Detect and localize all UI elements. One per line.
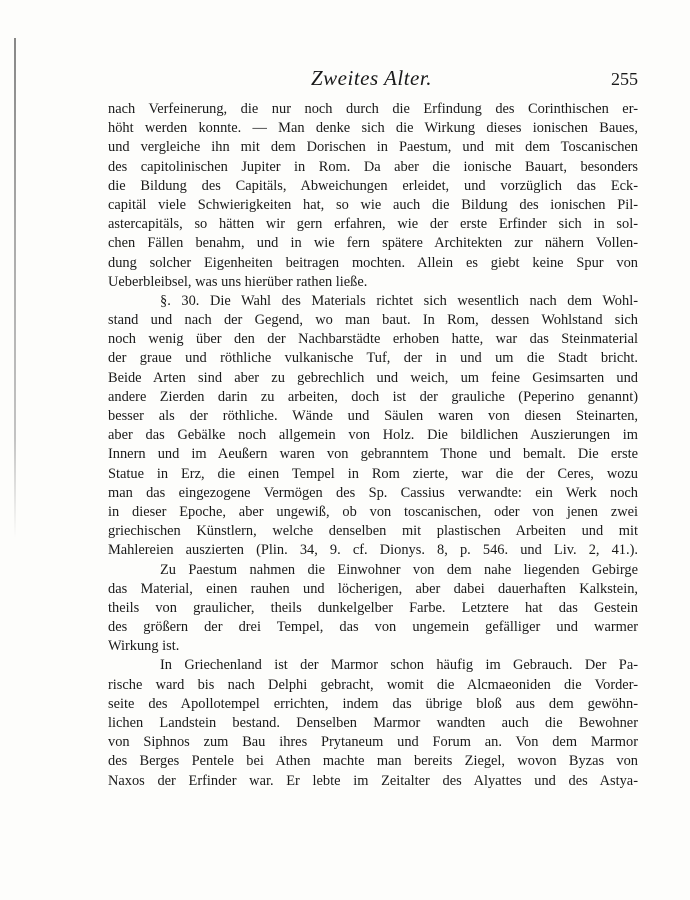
- text-line: [108, 714, 638, 733]
- text-line: [108, 369, 638, 388]
- text-line-content: man das eingezogene Vermögen des Sp. Cassius verwandte: ein Werk noch: [108, 484, 638, 501]
- text-line-content: andere Zierden darin zu arbeiten, doch ist der grauliche (Peperino genannt): [108, 388, 638, 405]
- text-line: [108, 349, 638, 368]
- text-line-content: nach Verfeinerung, die nur noch durch die Erfindung des Corinthischen er-: [108, 101, 638, 117]
- text-line-content: dung solcher Eigenheiten beitragen mochten. Allein es giebt keine Spur von: [108, 254, 638, 271]
- text-line: [108, 580, 638, 599]
- text-line: [108, 292, 638, 311]
- page-header: [108, 66, 638, 94]
- text-line-content: des capitolinischen Jupiter in Rom. Da aber die ionische Bauart, besonders: [108, 158, 638, 175]
- text-line-content: die Bildung des Capitäls, Abweichungen erleidet, und vorzüglich das Eck-: [108, 177, 638, 194]
- text-line: [108, 445, 638, 464]
- text-line-content: stand und nach der Gegend, wo man baut. In Rom, dessen Wohlstand sich: [108, 312, 638, 329]
- text-line: [108, 311, 638, 330]
- text-line-content: §. 30. Die Wahl des Materials richtet sich wesentlich nach dem Wohl-: [160, 292, 638, 309]
- text-line: [108, 177, 638, 196]
- text-line: [108, 503, 638, 522]
- text-line-content: und vergleiche ihn mit dem Dorischen in Paestum, und mit dem Toscanischen: [108, 139, 638, 156]
- text-line: [108, 234, 638, 253]
- text-line-content: Beide Arten sind aber zu gebrechlich und weich, um feine Gesimsarten und: [108, 369, 638, 386]
- text-line-content: astercapitäls, so hätten wir gern erfahren, wie der erste Erfinder sich in sol-: [108, 216, 638, 233]
- text-line-content: in dieser Epoche, aber ungewiß, ob von toscanischen, oder von jenen zwei: [108, 503, 638, 520]
- text-line: [108, 138, 638, 157]
- text-line: [108, 637, 638, 656]
- text-line: [108, 599, 638, 618]
- text-line-content: Wirkung ist.: [108, 638, 180, 655]
- text-line-content: von Siphnos zum Bau ihres Prytaneum und Forum an. Von dem Marmor: [108, 734, 638, 751]
- page-number: 255: [611, 69, 638, 89]
- text-line-content: rische ward bis nach Delphi gebracht, womit die Alcmaeoniden die Vorder-: [108, 676, 638, 693]
- text-line-content: In Griechenland ist der Marmor schon häufig im Gebrauch. Der Pa-: [160, 657, 638, 674]
- text-line: [108, 522, 638, 541]
- text-line-content: höht werden konnte. — Man denke sich die Wirkung dieses ionischen Baues,: [108, 120, 638, 137]
- text-line-content: seite des Apollotempel errichten, indem das übrige bloß aus dem gewöhn-: [108, 695, 638, 712]
- scan-edge-line: [14, 38, 16, 538]
- text-line-content: des größern der drei Tempel, das von ungemein gefälliger und warmer: [108, 619, 638, 636]
- text-line-content: der graue und röthliche vulkanische Tuf, der in und um die Stadt bricht.: [108, 350, 638, 367]
- text-line: [108, 254, 638, 273]
- text-line: [108, 158, 638, 177]
- text-line-content: Zu Paestum nahmen die Einwohner von dem nahe liegenden Gebirge: [160, 561, 638, 578]
- text-line: [108, 772, 638, 791]
- text-line-content: lichen Landstein bestand. Denselben Marmor wandten auch die Bewohner: [108, 715, 638, 731]
- text-line: [108, 733, 638, 752]
- text-line: [108, 656, 638, 675]
- text-line: [108, 426, 638, 445]
- text-line-content: des Berges Pentele bei Athen machte man bereits Ziegel, wovon Byzas von: [108, 753, 638, 770]
- text-line: [108, 196, 638, 215]
- text-line-content: griechischen Künstlern, welche denselben mit plastischen Arbeiten und mit: [108, 523, 638, 540]
- text-line-content: besser als der röthliche. Wände und Säulen waren von diesen Steinarten,: [108, 408, 638, 424]
- text-line-content: chen Fällen benahm, und in wie fern spätere Architekten zur nähern Vollen-: [108, 235, 638, 252]
- text-line: [108, 407, 638, 426]
- text-line: [108, 752, 638, 771]
- text-line-content: das Material, einen rauhen und löcherigen, aber dabei dauerhaften Kalkstein,: [108, 580, 638, 597]
- text-line-content: Statue in Erz, die einen Tempel in Rom zierte, war die der Ceres, wozu: [108, 465, 638, 482]
- text-line-content: theils von graulicher, theils dunkelgelber Farbe. Letztere hat das Gestein: [108, 599, 638, 616]
- text-line-content: capitäl viele Schwierigkeiten hat, so wie auch die Bildung des ionischen Pil-: [108, 196, 638, 213]
- text-line-content: Ueberbleibsel, was uns hierüber rathen ließe.: [108, 273, 368, 290]
- text-line: [108, 618, 638, 637]
- text-line: [108, 273, 638, 292]
- text-line: [108, 541, 638, 560]
- text-line: [108, 388, 638, 407]
- text-line-content: Innern und im Aeußern waren von gebranntem Thone und bemalt. Die erste: [108, 446, 638, 463]
- text-line-content: Naxos der Erfinder war. Er lebte im Zeitalter des Alyattes und des Astya-: [108, 772, 638, 789]
- text-line: [108, 484, 638, 503]
- text-line: [108, 119, 638, 138]
- text-line: [108, 465, 638, 484]
- text-line: [108, 695, 638, 714]
- text-line: [108, 561, 638, 580]
- running-title: Zweites Alter.: [311, 66, 432, 90]
- text-line: [108, 100, 638, 119]
- text-line: [108, 676, 638, 695]
- text-line-content: Mahlereien auszierten (Plin. 34, 9. cf. Dionys. 8, p. 546. und Liv. 2, 41.).: [108, 542, 638, 559]
- text-line-content: aber das Gebälke noch allgemein von Holz. Die bildlichen Auszierungen im: [108, 427, 638, 444]
- text-line-content: noch wenig über den der Nachbarstädte erhoben hatte, war das Steinmaterial: [108, 331, 638, 348]
- body-text: [108, 100, 638, 791]
- text-line: [108, 330, 638, 349]
- text-line: [108, 215, 638, 234]
